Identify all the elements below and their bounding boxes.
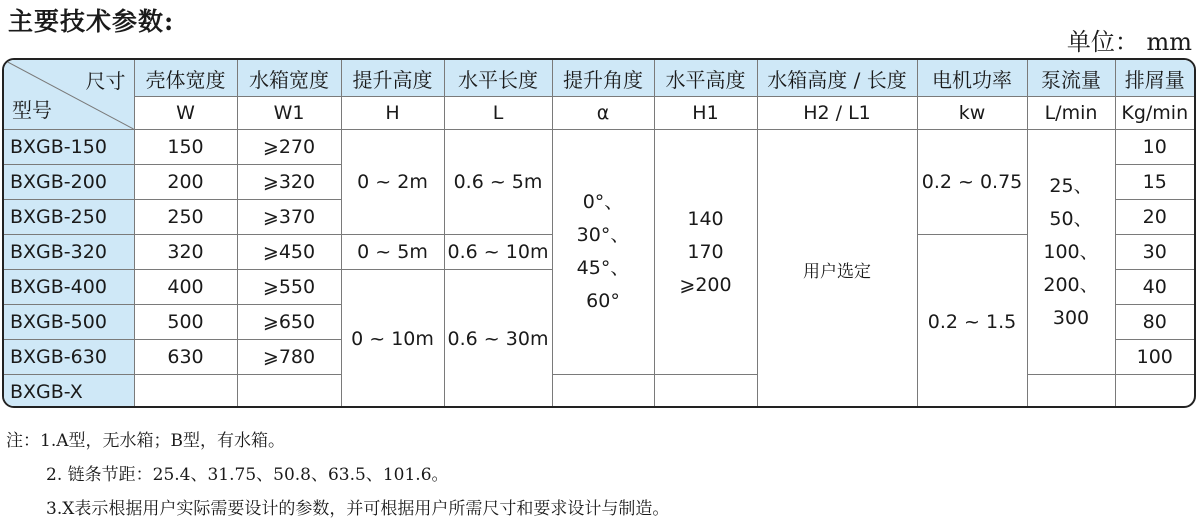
w1-cell: ⩾450	[237, 235, 341, 270]
w-cell: 200	[134, 165, 237, 200]
symbol-h: H	[341, 97, 444, 130]
unit-label: 单位： mm	[1066, 28, 1192, 56]
w-cell: 400	[134, 270, 237, 305]
pump-flow-cell	[1027, 130, 1115, 375]
corner-header	[4, 60, 134, 130]
l-cell: 0.6 ~ 30m	[444, 270, 552, 409]
chip-cell: 80	[1115, 305, 1194, 340]
chip-cell: 10	[1115, 130, 1194, 165]
pump-flow-value: 100、	[1043, 240, 1099, 263]
angle-value: 45°、	[576, 257, 630, 279]
h1-value: ⩾200	[679, 273, 732, 296]
symbol-w: W	[134, 97, 237, 130]
pump-flow-value: 300	[1052, 306, 1090, 329]
note-3: 3.X表示根据用户实际需要设计的参数，并可根据用户所需尺寸和要求设计与制造。	[46, 499, 670, 519]
h-cell: 0 ~ 10m	[341, 270, 444, 409]
header-chip-discharge: 排屑量	[1115, 60, 1194, 97]
symbol-alpha: α	[552, 97, 654, 130]
header-motor-power: 电机功率	[917, 60, 1027, 97]
header-horizontal-length: 水平长度	[444, 60, 552, 97]
w1-cell: ⩾780	[237, 340, 341, 375]
model-cell: BXGB-630	[4, 340, 134, 375]
pump-flow-value: 50、	[1049, 207, 1093, 230]
w-cell: 250	[134, 200, 237, 235]
header-tank-width: 水箱宽度	[237, 60, 341, 97]
corner-model-label: 型号	[12, 98, 52, 122]
pump-flow-value: 25、	[1049, 174, 1093, 197]
w1-cell: ⩾650	[237, 305, 341, 340]
chip-cell: 100	[1115, 340, 1194, 375]
l-cell: 0.6 ~ 5m	[444, 130, 552, 235]
note-2: 2. 链条节距：25.4、31.75、50.8、63.5、101.6。	[46, 465, 449, 485]
symbol-h2-l1: H2 / L1	[757, 97, 917, 130]
w-cell: 320	[134, 235, 237, 270]
notes-section	[6, 426, 1186, 528]
spec-table-frame	[2, 58, 1196, 408]
chip-cell: 30	[1115, 235, 1194, 270]
w-cell: 630	[134, 340, 237, 375]
angle-value: 60°	[586, 290, 620, 312]
model-cell: BXGB-250	[4, 200, 134, 235]
header-tank-height-length: 水箱高度 / 长度	[757, 60, 917, 97]
header-pump-flow: 泵流量	[1027, 60, 1115, 97]
w1-cell: ⩾270	[237, 130, 341, 165]
header-lift-angle: 提升角度	[552, 60, 654, 97]
h2-l1-cell: 用户选定	[757, 130, 917, 409]
angle-value: 30°、	[576, 224, 630, 246]
w1-cell: ⩾320	[237, 165, 341, 200]
header-shell-width: 壳体宽度	[134, 60, 237, 97]
model-cell: BXGB-150	[4, 130, 134, 165]
corner-dimension-label: 尺寸	[85, 69, 126, 93]
page-title: 主要技术参数:	[8, 7, 175, 36]
h1-value: 170	[687, 240, 724, 263]
angle-cell	[552, 130, 654, 375]
header-horizontal-height: 水平高度	[654, 60, 757, 97]
chip-cell: 20	[1115, 200, 1194, 235]
h-cell: 0 ~ 2m	[341, 130, 444, 235]
h1-value: 140	[687, 207, 724, 230]
w-cell: 150	[134, 130, 237, 165]
model-cell: BXGB-400	[4, 270, 134, 305]
w1-cell	[237, 375, 341, 409]
pump-flow-value: 200、	[1043, 273, 1099, 296]
symbol-l: L	[444, 97, 552, 130]
w-cell	[134, 375, 237, 409]
kw-cell: 0.2 ~ 0.75	[917, 130, 1027, 235]
note-1: 注：1.A型，无水箱；B型，有水箱。	[6, 431, 285, 451]
kw-cell: 0.2 ~ 1.5	[917, 235, 1027, 409]
w1-cell: ⩾370	[237, 200, 341, 235]
w1-cell: ⩾550	[237, 270, 341, 305]
model-cell: BXGB-500	[4, 305, 134, 340]
symbol-lmin: L/min	[1027, 97, 1115, 130]
spec-table	[4, 60, 1194, 408]
model-cell: BXGB-200	[4, 165, 134, 200]
model-cell: BXGB-X	[4, 375, 134, 409]
symbol-h1: H1	[654, 97, 757, 130]
symbol-w1: W1	[237, 97, 341, 130]
kw-empty-cell	[1027, 375, 1115, 409]
w-cell: 500	[134, 305, 237, 340]
symbol-kw: kw	[917, 97, 1027, 130]
symbol-kgmin: Kg/min	[1115, 97, 1194, 130]
pump-empty-cell	[1115, 375, 1194, 409]
h1-empty-cell	[654, 375, 757, 409]
header-lift-height: 提升高度	[341, 60, 444, 97]
l-cell: 0.6 ~ 10m	[444, 235, 552, 270]
angle-value: 0°、	[582, 191, 624, 213]
model-cell: BXGB-320	[4, 235, 134, 270]
h1-cell	[654, 130, 757, 375]
chip-cell: 40	[1115, 270, 1194, 305]
angle-empty-cell	[552, 375, 654, 409]
chip-cell: 15	[1115, 165, 1194, 200]
h-cell: 0 ~ 5m	[341, 235, 444, 270]
